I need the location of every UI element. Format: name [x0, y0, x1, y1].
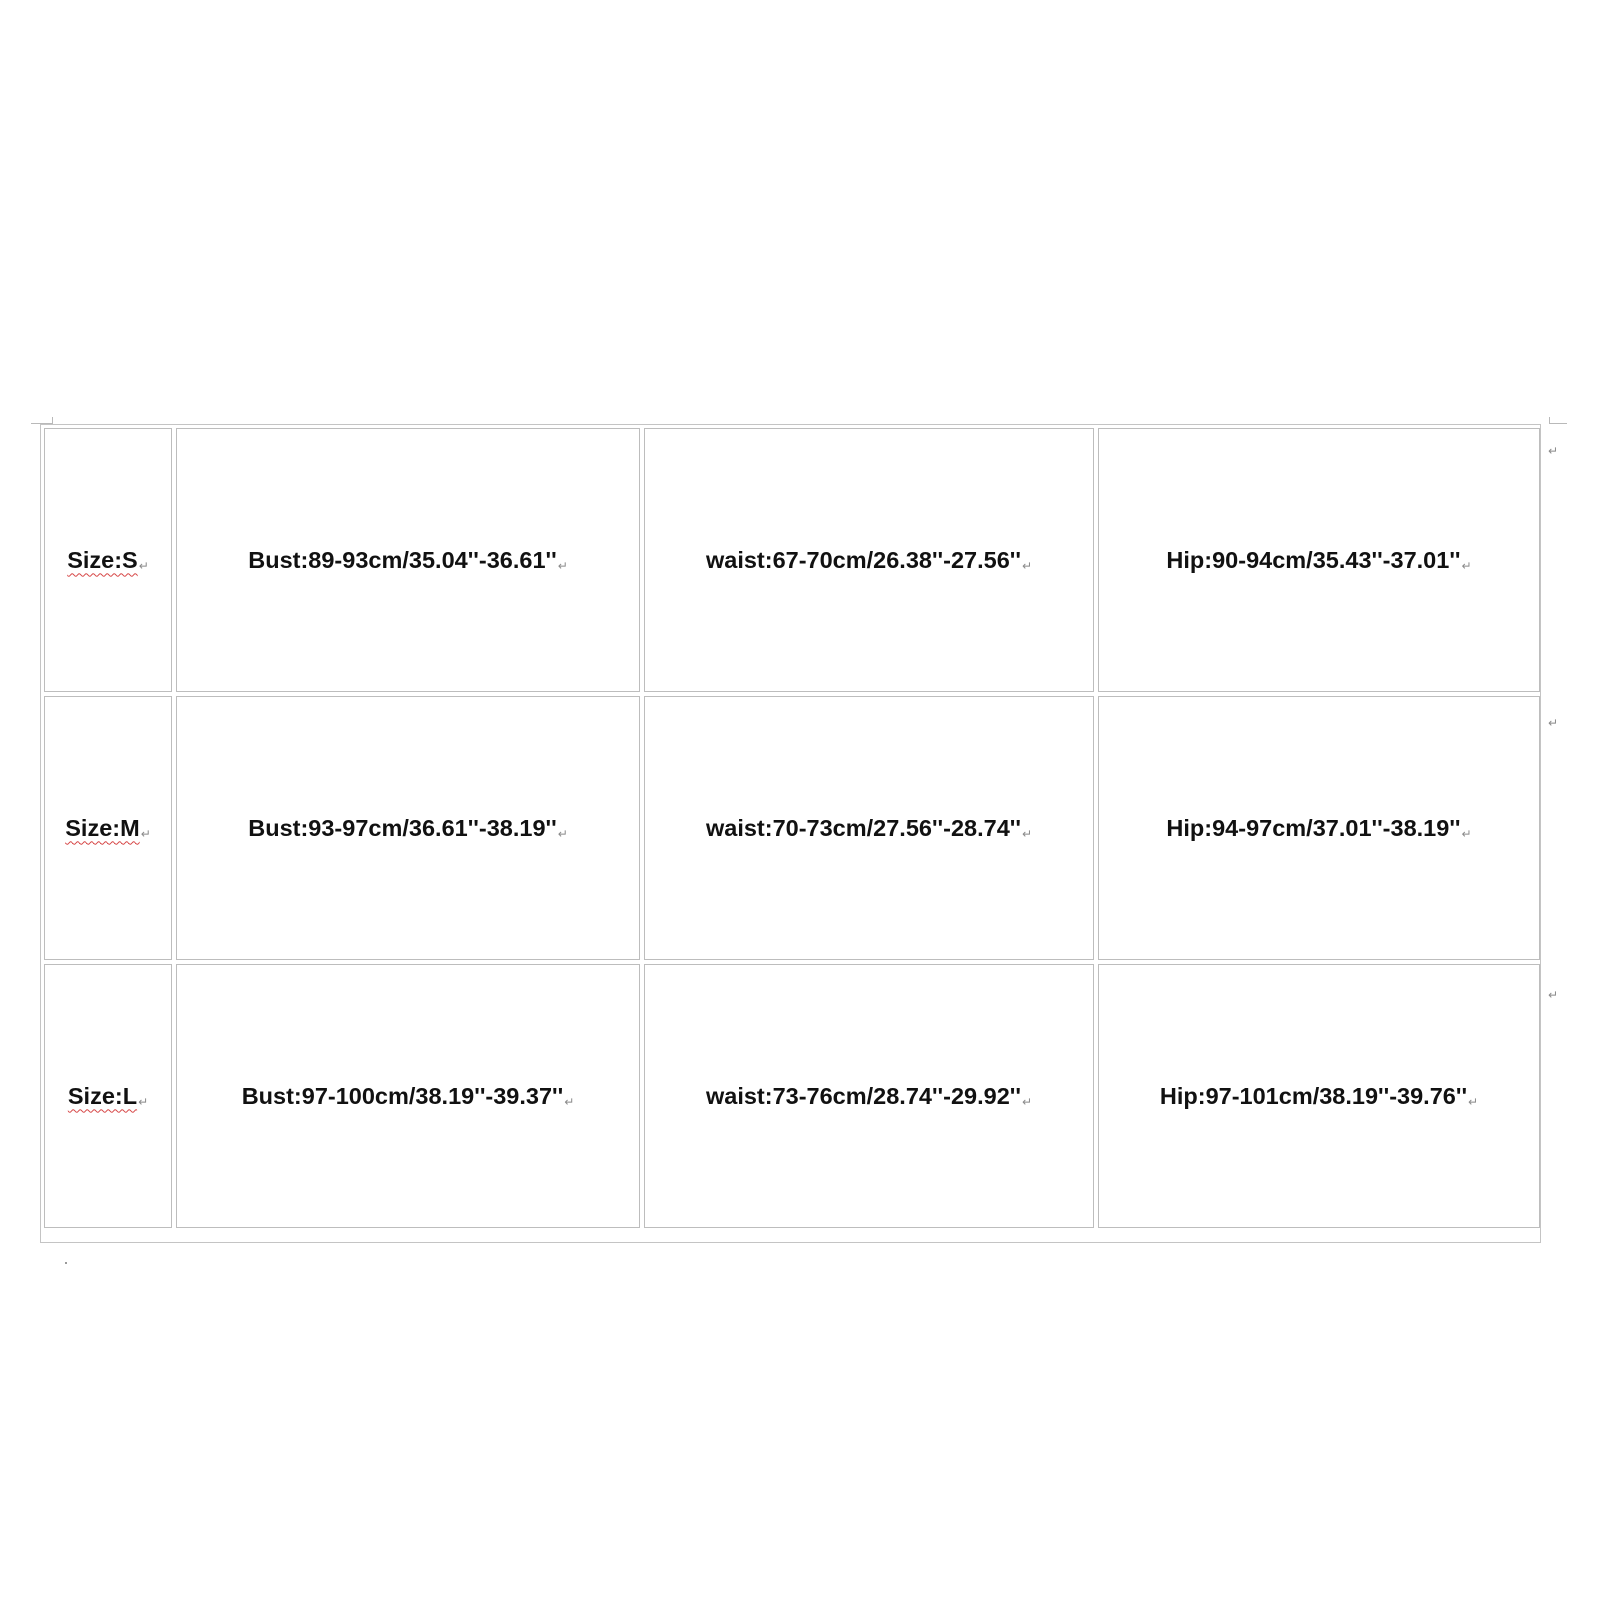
paragraph-mark-icon: ↵	[1461, 826, 1472, 841]
cell-hip[interactable]	[1098, 964, 1540, 1228]
paragraph-mark-icon: ↵	[557, 826, 568, 841]
cell-hip[interactable]	[1098, 696, 1540, 960]
paragraph-mark-icon: ↵	[140, 826, 151, 841]
paragraph-mark-icon: ↵	[1021, 558, 1033, 573]
paragraph-mark-icon: ↵	[138, 558, 149, 573]
cell-hip[interactable]	[1098, 428, 1540, 692]
size-label: Size:L	[67, 1082, 138, 1109]
cell-bust[interactable]	[176, 964, 640, 1228]
table-row-size-l	[44, 964, 1540, 1228]
size-label: Size:S	[67, 546, 138, 573]
waist-value: waist:70-73cm/27.56''-28.74''	[705, 814, 1021, 841]
cell-size[interactable]	[44, 428, 172, 692]
bust-value: Bust:97-100cm/38.19''-39.37''	[241, 1082, 564, 1109]
cell-waist[interactable]	[644, 964, 1094, 1228]
table-corner-mark-top-right	[1549, 423, 1567, 424]
cell-bust[interactable]	[176, 696, 640, 960]
paragraph-mark-icon: ↵	[564, 1094, 575, 1109]
hip-value: Hip:97-101cm/38.19''-39.76''	[1159, 1082, 1468, 1109]
size-label: Size:M	[65, 814, 140, 841]
cell-waist[interactable]	[644, 696, 1094, 960]
end-of-row-mark-icon: ↵	[1548, 988, 1559, 1002]
cell-size[interactable]	[44, 964, 172, 1228]
trailing-paragraph-dot	[65, 1262, 67, 1264]
cell-size[interactable]	[44, 696, 172, 960]
hip-value: Hip:94-97cm/37.01''-38.19''	[1166, 814, 1461, 841]
paragraph-mark-icon: ↵	[138, 1094, 149, 1109]
bust-value: Bust:93-97cm/36.61''-38.19''	[248, 814, 557, 841]
paragraph-mark-icon: ↵	[1461, 558, 1472, 573]
table-row-size-s	[44, 428, 1540, 692]
paragraph-mark-icon: ↵	[1468, 1094, 1479, 1109]
end-of-row-mark-icon: ↵	[1548, 444, 1559, 458]
cell-bust[interactable]	[176, 428, 640, 692]
waist-value: waist:73-76cm/28.74''-29.92''	[705, 1082, 1021, 1109]
table-row-size-m	[44, 696, 1540, 960]
paragraph-mark-icon: ↵	[1021, 826, 1033, 841]
hip-value: Hip:90-94cm/35.43''-37.01''	[1166, 546, 1461, 573]
table-corner-mark-top-right-vertical	[1549, 417, 1550, 424]
waist-value: waist:67-70cm/26.38''-27.56''	[705, 546, 1021, 573]
size-chart-table	[40, 424, 1544, 1232]
paragraph-mark-icon: ↵	[1021, 1094, 1033, 1109]
end-of-row-mark-icon: ↵	[1548, 716, 1559, 730]
table-corner-mark-top-left-vertical	[52, 417, 53, 424]
bust-value: Bust:89-93cm/35.04''-36.61''	[248, 546, 557, 573]
cell-waist[interactable]	[644, 428, 1094, 692]
paragraph-mark-icon: ↵	[557, 558, 568, 573]
